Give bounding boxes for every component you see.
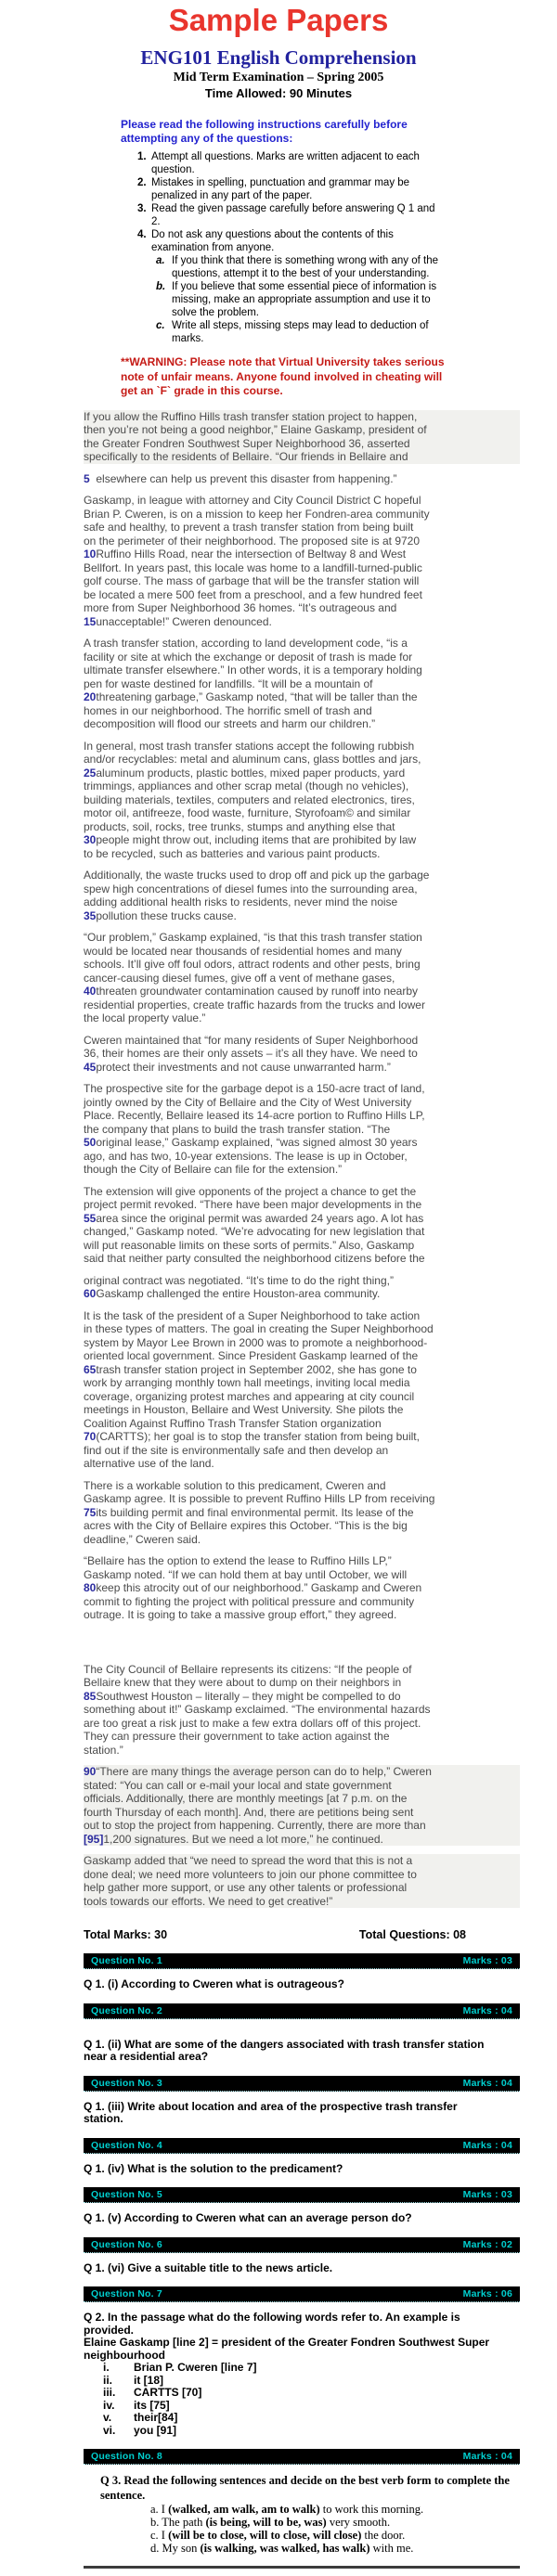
- passage-line: in these types of matters. The goal in creating the Super Neighborhood: [84, 1322, 434, 1335]
- passage-line: Gaskamp added that “we need to spread the word that this is not a: [84, 1854, 413, 1867]
- passage-line: station.”: [84, 1743, 123, 1757]
- passage-paragraph: [84, 1274, 520, 1301]
- line-number: 35: [84, 908, 97, 922]
- questions-section: [84, 1953, 520, 2555]
- passage-line: and/or recyclables: metal and aluminum cans, glass bottles and jars,: [84, 753, 421, 766]
- passage-line: safe and healthy, to prevent a trash transfer station from being built: [84, 521, 414, 534]
- passage-line: meetings in Houston, Bellaire and West University. She pilots the: [84, 1403, 404, 1416]
- passage-paragraph: [84, 1479, 520, 1547]
- passage-line: 5 elsewhere can help us prevent this disaster from happening.”: [84, 471, 397, 485]
- reference-item-text: you [91]: [134, 2423, 177, 2437]
- question-marks: Marks : 04: [462, 2451, 512, 2462]
- question-text: Q 1. (vi) Give a suitable title to the news article.: [84, 2260, 333, 2274]
- passage-paragraph: [84, 1185, 520, 1266]
- question-marks: Marks : 02: [462, 2238, 512, 2250]
- verb-option-choices: (will be to close, will to close, will close): [168, 2529, 362, 2542]
- passage-line: 25aluminum products, plastic bottles, mixed paper products, yard: [84, 766, 406, 779]
- passage-line: decomposition will flood our streets and harm our children.”: [84, 717, 376, 730]
- verb-option: b. The path (is being, will to be, was) very smooth.: [150, 2516, 391, 2529]
- passage-line: Place. Recently, Bellaire leased its 14-acre portion to Ruffino Hills LP,: [84, 1109, 425, 1122]
- passage-line: though the City of Bellaire can file for the extension.”: [84, 1163, 343, 1176]
- verb-form-question: [100, 2474, 520, 2555]
- page-content: [0, 118, 557, 2569]
- passage-line: 85Southwest Houston – literally – they might be compelled to do: [84, 1689, 401, 1703]
- passage-line: oriented local government. Since President Gaskamp learned of the: [84, 1349, 419, 1362]
- reading-passage: [84, 410, 520, 1909]
- passage-line: are too great a risk just to make a few extra dollars off of this project.: [84, 1716, 421, 1730]
- passage-line: The extension will give opponents of the project a chance to get the: [84, 1184, 417, 1198]
- passage-line: 15unacceptable!” Cweren denounced.: [84, 614, 272, 628]
- reference-item: [84, 2425, 520, 2438]
- passage-line: Cweren maintained that “for many residents of Super Neighborhood: [84, 1033, 419, 1047]
- question-bar: [84, 2449, 520, 2465]
- reference-item-number: v.: [103, 2411, 112, 2424]
- passage-line: system by Mayor Lee Brown in 2000 was to promote a neighborhood-: [84, 1335, 428, 1349]
- passage-line: specifically to the residents of Bellaire. “Our friends in Bellaire and: [84, 450, 408, 463]
- exam-name: Mid Term Examination – Spring 2005: [173, 71, 384, 84]
- line-number: 85: [84, 1689, 97, 1703]
- passage-line: spew high concentrations of diesel fumes into the surrounding area,: [84, 882, 418, 895]
- reference-item-number: iv.: [103, 2398, 115, 2412]
- passage-line: Bellfort. In years past, this locale was home to a landfill-turned-public: [84, 560, 422, 574]
- question-bar: [84, 2187, 520, 2203]
- line-number: 50: [84, 1136, 97, 1149]
- line-number: 10: [84, 547, 97, 560]
- passage-line: said that neither party consulted the neighborhood citizens before the: [84, 1252, 425, 1265]
- instruction-item: [137, 176, 520, 202]
- passage-line: trimmings, appliances and other scrap metal (though no vehicles),: [84, 779, 409, 792]
- passage-line: would be located near thousands of residential homes and many: [84, 944, 402, 958]
- instruction-sub-letter: a.: [156, 255, 165, 266]
- passage-line: ago, and has two, 10-year extensions. The lease is up in October,: [84, 1149, 408, 1163]
- passage-line: A trash transfer station, according to land development code, “is a: [84, 637, 408, 650]
- question-example: Elaine Gaskamp [line 2] = president of the Greater Fondren Southwest Super neighbourhood: [84, 2336, 490, 2362]
- passage-paragraph: [84, 1554, 520, 1622]
- line-number: 80: [84, 1581, 97, 1594]
- passage-line: adding additional health risks to residents, never mind the noise: [84, 895, 398, 908]
- question-marks: Marks : 04: [462, 2077, 512, 2089]
- passage-line: pen for waste destined for landfills. “It will be a mountain of: [84, 676, 373, 690]
- bottom-divider: [84, 2566, 520, 2569]
- instruction-number: 2.: [137, 177, 147, 188]
- passage-line: deadline,” Cweren said.: [84, 1532, 201, 1546]
- question-marks: Marks : 03: [462, 2189, 512, 2200]
- passage-paragraph: [84, 637, 520, 731]
- course-title: ENG101 English Comprehension: [140, 46, 417, 69]
- passage-paragraph: [84, 1854, 520, 1908]
- passage-line: Additionally, the waste trucks used to drop off and pick up the garbage: [84, 869, 430, 882]
- question-bar: [84, 1953, 520, 1969]
- verb-option-choices: (is walking, was walked, has walk): [200, 2542, 370, 2555]
- instruction-sub-item: [156, 319, 520, 345]
- question-bar: [84, 2237, 520, 2253]
- passage-paragraph: [84, 472, 520, 486]
- passage-line: 90“There are many things the average person can do to help,” Cweren: [84, 1765, 432, 1778]
- question-bar-label: Question No. 4: [91, 2139, 162, 2151]
- question-text: Q 3. Read the following sentences and decide on the best verb form to complete the sentence.: [100, 2474, 510, 2502]
- passage-paragraph: [84, 410, 520, 464]
- line-number: 65: [84, 1362, 97, 1376]
- question-text: Q 1. (i) According to Cweren what is outrageous?: [84, 1977, 344, 1990]
- reference-item-text: its [75]: [134, 2398, 170, 2412]
- passage-line: out to stop the project from happening. Currently, there are more than: [84, 1819, 426, 1832]
- passage-line: There is a workable solution to this predicament, Cweren and: [84, 1478, 386, 1492]
- passage-line: fourth Thursday of each month]. And, there are petitions being sent: [84, 1805, 414, 1819]
- reference-item: [84, 2400, 520, 2413]
- passage-paragraph: [84, 1082, 520, 1177]
- reference-item-text: CARTTS [70]: [134, 2386, 202, 2399]
- passage-paragraph: [84, 869, 520, 922]
- instruction-item: [137, 150, 520, 176]
- question-bar: [84, 2003, 520, 2019]
- question-text: Q 1. (v) According to Cweren what can an average person do?: [84, 2211, 412, 2224]
- question-bar-label: Question No. 1: [91, 1955, 162, 1966]
- passage-line: ultimate transfer elsewhere.” In other words, it is a temporary holding: [84, 663, 422, 676]
- verb-option: c. I (will be to close, will to close, will close) the door.: [150, 2529, 406, 2542]
- passage-line: It is the task of the president of a Super Neighborhood to take action: [84, 1308, 421, 1322]
- passage-line: officials. Additionally, there are monthly meetings [at 7 p.m. on the: [84, 1792, 408, 1805]
- passage-line: to be recycled, such as batteries and various paint products.: [84, 846, 381, 860]
- passage-line: 20threatening garbage,” Gaskamp noted, “that will be taller than the: [84, 690, 418, 703]
- question-bar: [84, 2286, 520, 2302]
- passage-line: facility or site at which the exchange or deposit of trash is made for: [84, 650, 413, 663]
- line-number: [95]: [84, 1832, 104, 1846]
- passage-line: golf course. The mass of garbage that will be the transfer station will: [84, 574, 420, 587]
- passage-line: stated: “You can call or e-mail your local and state government: [84, 1778, 392, 1792]
- totals-row: [84, 1928, 520, 1941]
- line-number: 20: [84, 690, 97, 703]
- passage-line: “Bellaire has the option to extend the lease to Ruffino Hills LP,”: [84, 1554, 392, 1567]
- instruction-item: [137, 202, 520, 228]
- passage-line: 60Gaskamp challenged the entire Houston-area community.: [84, 1287, 381, 1300]
- warning-text: **WARNING: Please note that Virtual University takes serious note of unfair means. Anyone found involved in cheating will get an `F` grade in this course.: [121, 355, 445, 397]
- verb-option-choices: (walked, am walk, am to walk): [168, 2503, 320, 2516]
- instructions-list: [84, 150, 520, 345]
- passage-line: done deal; we need more volunteers to join our phone committee to: [84, 1867, 417, 1881]
- question-bar-label: Question No. 8: [91, 2451, 162, 2462]
- passage-line: the Greater Fondren Southwest Super Neighborhood 36, asserted: [84, 436, 410, 450]
- passage-paragraph: [84, 1765, 520, 1846]
- instruction-text: Read the given passage carefully before answering Q 1 and 2.: [151, 203, 435, 227]
- passage-line: outrage. It is going to take a massive group effort,” they agreed.: [84, 1608, 397, 1621]
- instruction-text: Attempt all questions. Marks are written adjacent to each question.: [151, 151, 420, 175]
- passage-line: In general, most trash transfer stations accept the following rubbish: [84, 739, 415, 753]
- passage-line: 75its building permit and final environmental permit. Its lease of the: [84, 1505, 414, 1519]
- reference-item-text: their[84]: [134, 2411, 178, 2424]
- passage-line: coverage, organizing protest marches and appearing at city council: [84, 1389, 415, 1403]
- passage-paragraph: [84, 1034, 520, 1075]
- verb-option: a. I (walked, am walk, am to walk) to work this morning.: [150, 2503, 424, 2516]
- passage-line: 36, their homes are their only assets – it’s all they have. We need to: [84, 1047, 418, 1060]
- passage-line: 45protect their investments and not cause unwarranted harm.”: [84, 1060, 391, 1074]
- instruction-sub-text: Write all steps, missing steps may lead to deduction of marks.: [172, 320, 429, 344]
- line-number: 90: [84, 1765, 97, 1778]
- instruction-text: Do not ask any questions about the contents of this examination from anyone.: [151, 229, 394, 253]
- passage-line: be located a mere 500 feet from a preschool, and a few hundred feet: [84, 587, 422, 601]
- passage-line: find out if the site is environmentally safe and then develop an: [84, 1443, 389, 1457]
- passage-line: work by arranging monthly town hall meetings, inviting local media: [84, 1376, 410, 1389]
- line-number: 45: [84, 1060, 97, 1074]
- passage-line: alternative use of the land.: [84, 1457, 214, 1470]
- reference-item: [84, 2375, 520, 2388]
- reference-item-number: i.: [103, 2361, 110, 2374]
- passage-line: homes in our neighborhood. The horrific smell of trash and: [84, 703, 372, 717]
- passage-line: then you’re not being a good neighbor,” Elaine Gaskamp, president of: [84, 423, 427, 436]
- reference-item: [84, 2387, 520, 2400]
- line-number: 5: [84, 471, 90, 485]
- instruction-text: Mistakes in spelling, punctuation and grammar may be penalized in any part of the paper.: [151, 177, 410, 201]
- question-marks: Marks : 04: [462, 2139, 512, 2151]
- instruction-sub-item: [156, 254, 520, 280]
- line-number: 55: [84, 1211, 97, 1225]
- reference-item-text: Brian P. Cweren [line 7]: [134, 2361, 257, 2374]
- reference-item: [84, 2362, 520, 2375]
- passage-line: “Our problem,” Gaskamp explained, “is that this trash transfer station: [84, 931, 422, 944]
- verb-option: d. My son (is walking, was walked, has walk) with me.: [150, 2542, 414, 2555]
- passage-line: tools towards our efforts. We need to get creative!”: [84, 1894, 333, 1908]
- passage-line: The City Council of Bellaire represents its citizens: “If the people of: [84, 1662, 412, 1676]
- passage-line: Brian P. Cweren, is on a mission to keep her Fondren-area community: [84, 507, 430, 521]
- passage-line: 55area since the original permit was awarded 24 years ago. A lot has: [84, 1211, 424, 1225]
- passage-line: 40threaten groundwater contamination caused by runoff into nearby: [84, 985, 419, 998]
- instruction-sub-letter: b.: [156, 281, 166, 292]
- instruction-number: 3.: [137, 203, 147, 214]
- page-header: [0, 0, 557, 100]
- passage-line: The prospective site for the garbage depot is a 150-acre tract of land,: [84, 1082, 425, 1095]
- reference-item-text: it [18]: [134, 2373, 164, 2387]
- question-marks: Marks : 04: [462, 2004, 512, 2016]
- passage-line: Gaskamp agree. It is possible to prevent Ruffino Hills LP from receiving: [84, 1492, 435, 1505]
- passage-line: residential properties, create traffic hazards from the trucks and lower: [84, 998, 425, 1011]
- passage-paragraph: [84, 1309, 520, 1471]
- passage-line: building materials, textiles, computers and related electronics, tires,: [84, 792, 415, 806]
- question-text: Q 2. In the passage what do the following words refer to. An example is provided.: [84, 2311, 460, 2337]
- passage-line: the local property value.”: [84, 1011, 206, 1024]
- instruction-sub-item: [156, 280, 520, 319]
- instruction-sub-text: If you think that there is something wrong with any of the questions, attempt it to the best of your understanding.: [172, 255, 439, 279]
- passage-line: schools. It’ll give off foul odors, attract rodents and other pests, bring: [84, 958, 421, 971]
- passage-line: Coalition Against Ruffino Trash Transfer Station organization: [84, 1416, 382, 1430]
- passage-line: more from Super Neighborhood 36 homes. “It’s outrageous and: [84, 601, 397, 614]
- passage-line: cancer-causing diesel fumes, give off a vent of methane gases,: [84, 971, 395, 985]
- passage-line: Gaskamp, in league with attorney and City Council District C hopeful: [84, 494, 421, 507]
- passage-line: 30people might throw out, including items that are prohibited by law: [84, 833, 417, 846]
- passage-line: If you allow the Ruffino Hills trash transfer station project to happen,: [84, 409, 418, 423]
- passage-line: 70(CARTTS); her goal is to stop the transfer station from being built,: [84, 1430, 420, 1443]
- passage-line: Gaskamp noted. “If we can hold them at bay until October, we will: [84, 1567, 408, 1581]
- reference-item-number: ii.: [103, 2373, 113, 2387]
- passage-line: 35pollution these trucks cause.: [84, 908, 237, 922]
- question-text: Q 1. (iii) Write about location and area of the prospective trash transfer station.: [84, 2099, 458, 2125]
- instructions-heading: Please read the following instructions carefully before attempting any of the questions:: [121, 118, 408, 145]
- page-title: Sample Papers: [168, 3, 389, 37]
- passage-line: changed,” Gaskamp noted. “We’re advocating for new legislation that: [84, 1225, 425, 1238]
- verb-option-choices: (is being, will to be, was): [205, 2516, 327, 2529]
- line-number: 30: [84, 833, 97, 846]
- passage-line: Bellaire knew that they were about to dump on their neighbors in: [84, 1676, 402, 1689]
- instruction-sub-letter: c.: [156, 320, 165, 331]
- question-bar-label: Question No. 5: [91, 2189, 162, 2200]
- question-bar: [84, 2138, 520, 2154]
- reference-item: [84, 2412, 520, 2425]
- instruction-sub-text: If you believe that some essential piece of information is missing, make an appropriate assumption and use it to solve the problem.: [172, 281, 437, 318]
- question-bar-label: Question No. 7: [91, 2288, 162, 2299]
- reference-item-number: iii.: [103, 2386, 116, 2399]
- total-marks: Total Marks: 30: [84, 1928, 168, 1941]
- reference-item-number: vi.: [103, 2423, 116, 2437]
- passage-paragraph: [84, 494, 520, 628]
- passage-line: products, soil, rocks, tree trunks, stumps and anything else that: [84, 819, 395, 833]
- passage-paragraph: [84, 1663, 520, 1758]
- instruction-number: 1.: [137, 151, 147, 162]
- question-bar-label: Question No. 6: [91, 2238, 162, 2250]
- passage-paragraph: [84, 931, 520, 1025]
- passage-line: something about it!” Gaskamp exclaimed. “The environmental hazards: [84, 1703, 431, 1716]
- question-bar-label: Question No. 3: [91, 2077, 162, 2089]
- passage-line: 10Ruffino Hills Road, near the intersection of Beltway 8 and West: [84, 547, 407, 560]
- instruction-item: [137, 228, 520, 254]
- passage-line: help gather more support, or use any other talents or professional: [84, 1881, 408, 1894]
- line-number: 40: [84, 985, 97, 998]
- passage-line: original contract was negotiated. “It’s time to do the right thing,”: [84, 1273, 394, 1287]
- question-text: Q 1. (iv) What is the solution to the predicament?: [84, 2161, 343, 2175]
- total-questions: Total Questions: 08: [358, 1928, 466, 1941]
- passage-line: commit to fighting the project with political pressure and community: [84, 1594, 415, 1608]
- passage-line: 65trash transfer station project in September 2002, she has gone to: [84, 1362, 417, 1376]
- passage-line: They can pressure their government to take action against the: [84, 1730, 390, 1743]
- passage-line: will put reasonable limits on these sorts of permits.” Also, Gaskamp: [84, 1238, 415, 1252]
- question-bar: [84, 2076, 520, 2092]
- instruction-number: 4.: [137, 229, 147, 240]
- passage-line: acres with the City of Bellaire expires this October. “This is the big: [84, 1519, 408, 1532]
- line-number: 25: [84, 766, 97, 779]
- line-number: 75: [84, 1505, 97, 1519]
- question-bar-label: Question No. 2: [91, 2004, 162, 2016]
- line-number: 70: [84, 1430, 97, 1443]
- passage-line: motor oil, antifreeze, food waste, furniture, Styrofoam© and similar: [84, 806, 411, 819]
- passage-line: 50original lease,” Gaskamp explained, “was signed almost 30 years: [84, 1136, 418, 1149]
- passage-paragraph: [84, 740, 520, 861]
- question-text: Q 1. (ii) What are some of the dangers associated with trash transfer station near a residential area?: [84, 2037, 485, 2063]
- question-marks: Marks : 03: [462, 1955, 512, 1966]
- line-number: 60: [84, 1287, 97, 1300]
- passage-line: [95]1,200 signatures. But we need a lot more,” he continued.: [84, 1832, 383, 1846]
- passage-line: the company that plans to build the trash transfer station. “The: [84, 1122, 391, 1136]
- passage-line: project permit revoked. “There have been major developments in the: [84, 1198, 422, 1211]
- passage-line: on the perimeter of their neighborhood. The proposed site is at 9720: [84, 534, 421, 547]
- time-allowed: Time Allowed: 90 Minutes: [204, 86, 353, 100]
- line-number: 15: [84, 614, 97, 628]
- question-marks: Marks : 06: [462, 2288, 512, 2299]
- passage-line: 80keep this atrocity out of our neighborhood.” Gaskamp and Cweren: [84, 1581, 422, 1594]
- passage-line: jointly owned by the City of Bellaire and the City of West University: [84, 1095, 412, 1109]
